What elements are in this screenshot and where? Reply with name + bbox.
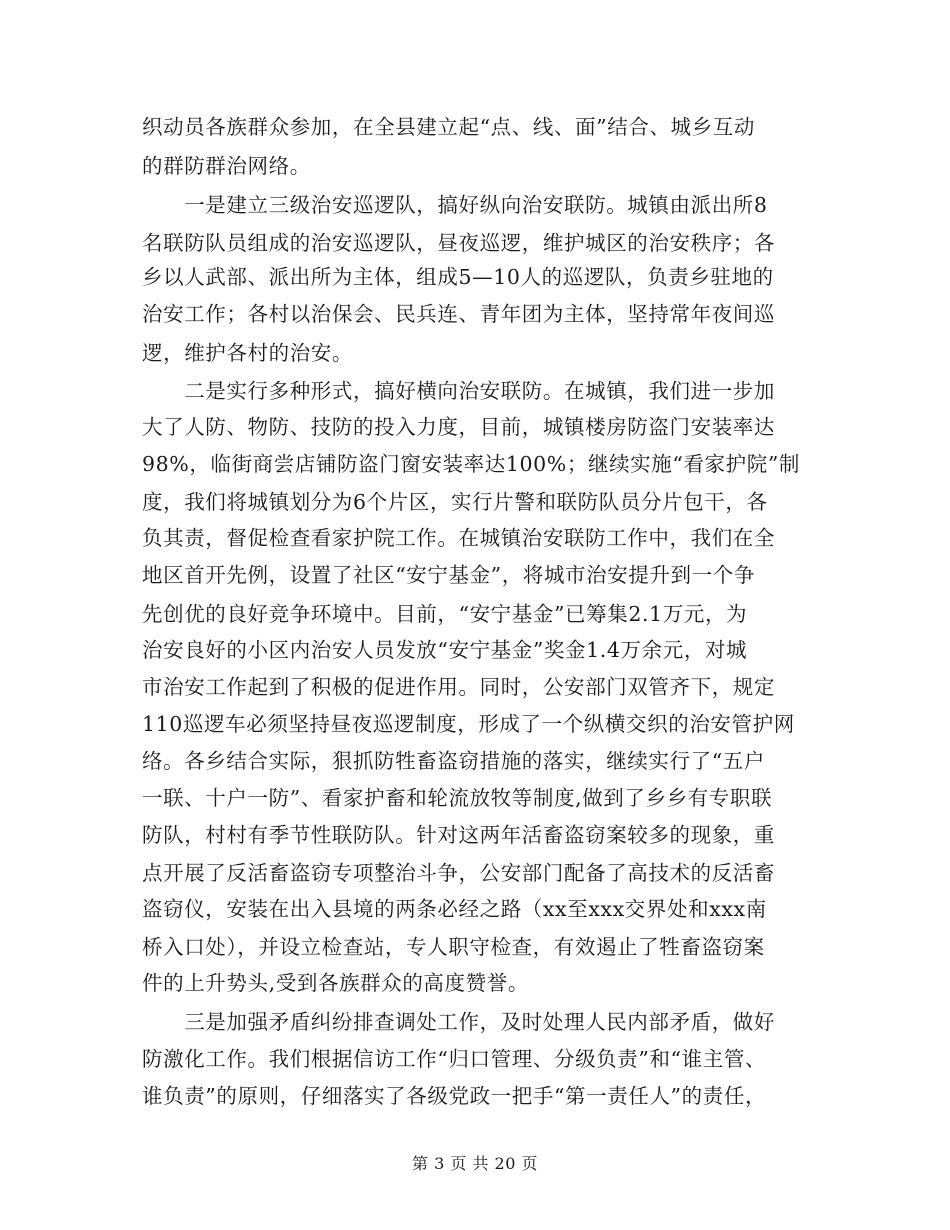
text-line: 治安工作；各村以治保会、民兵连、青年团为主体，坚持常年夜间巡 xyxy=(142,302,775,326)
text-line: 防队，村村有季节性联防队。针对这两年活畜盗窃案较多的现象，重 xyxy=(142,823,775,847)
text-line: 98%，临街商尝店铺防盗门窗安装率达100%；继续实施“看家护院”制 xyxy=(142,452,801,476)
text-line: 三是加强矛盾纠纷排查调处工作，及时处理人民内部矛盾，做好 xyxy=(142,1010,775,1034)
text-line: 织动员各族群众参加，在全县建立起“点、线、面”结合、城乡互动 xyxy=(142,115,755,139)
text-line: 点开展了反活畜盗窃专项整治斗争，公安部门配备了高技术的反活畜 xyxy=(142,861,775,885)
text-line: 度，我们将城镇划分为6个片区，实行片警和联防队员分片包干，各 xyxy=(142,490,768,514)
text-line: 治安良好的小区内治安人员发放“安宁基金”奖金1.4万余元，对城 xyxy=(142,638,748,662)
text-line: 件的上升势头,受到各族群众的高度赞誉。 xyxy=(142,971,529,995)
text-line: 盗窃仪，安装在出入县境的两条必经之路（xx至xxx交界处和xxx南 xyxy=(142,897,767,921)
text-line: 的群防群治网络。 xyxy=(142,154,311,178)
text-line: 防激化工作。我们根据信访工作“归口管理、分级负责”和“谁主管、 xyxy=(142,1047,767,1071)
text-line: 桥入口处），并设立检查站，专人职守检查，有效遏止了牲畜盗窃案 xyxy=(142,935,765,959)
text-line: 110巡逻车必须坚持昼夜巡逻制度，形成了一个纵横交织的治安管护网 xyxy=(142,712,795,736)
text-line: 地区首开先例，设置了社区“安宁基金”，将城市治安提升到一个争 xyxy=(142,563,755,587)
text-line: 大了人防、物防、技防的投入力度，目前，城镇楼房防盗门安装率达 xyxy=(142,415,775,439)
text-line: 一联、十户一防”、看家护畜和轮流放牧等制度,做到了乡乡有专职联 xyxy=(142,786,773,810)
text-line: 一是建立三级治安巡逻队，搞好纵向治安联防。城镇由派出所8 xyxy=(142,193,768,217)
text-line: 乡以人武部、派出所为主体，组成5—10人的巡逻队，负责乡驻地的 xyxy=(142,265,774,289)
text-line: 络。各乡结合实际，狠抓防牲畜盗窃措施的落实，继续实行了“五户 xyxy=(142,749,765,773)
text-line: 二是实行多种形式，搞好横向治安联防。在城镇，我们进一步加 xyxy=(142,379,775,403)
text-line: 市治安工作起到了积极的促进作用。同时，公安部门双管齐下，规定 xyxy=(142,675,775,699)
text-line: 逻，维护各村的治安。 xyxy=(142,341,353,365)
text-line: 负其责，督促检查看家护院工作。在城镇治安联防工作中，我们在全 xyxy=(142,526,775,550)
page-number: 第 3 页 共 20 页 xyxy=(412,1154,538,1173)
text-line: 先创优的良好竞争环境中。目前，“安宁基金”已筹集2.1万元，为 xyxy=(142,602,748,626)
text-line: 谁负责”的原则，仔细落实了各级党政一把手“第一责任人”的责任， xyxy=(142,1084,767,1108)
text-line: 名联防队员组成的治安巡逻队，昼夜巡逻，维护城区的治安秩序；各 xyxy=(142,231,775,255)
